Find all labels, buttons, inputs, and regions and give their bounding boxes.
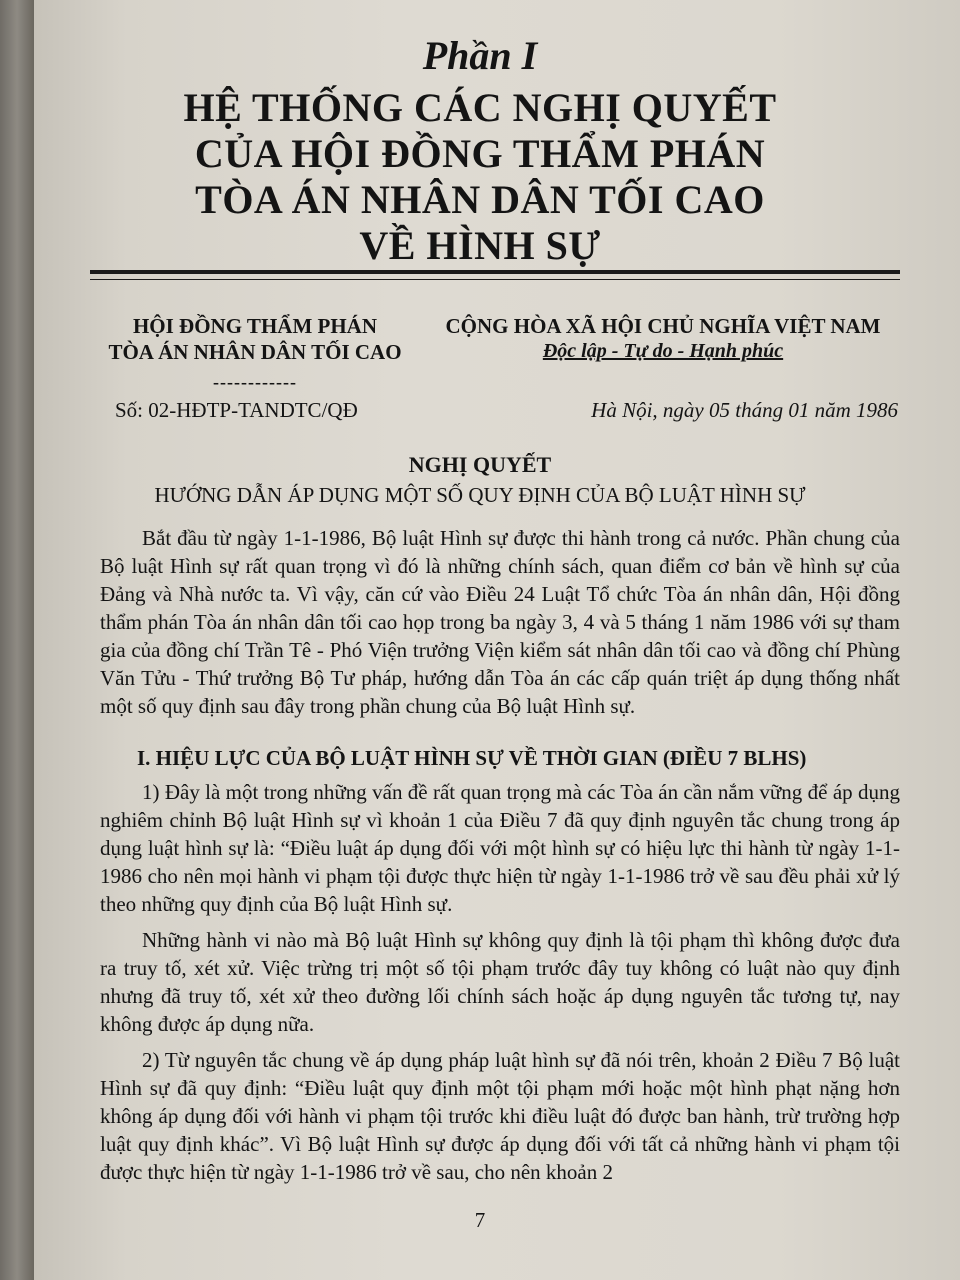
title-rule-thick [90,270,900,274]
intro-paragraph: Bắt đầu từ ngày 1-1-1986, Bộ luật Hình sự được thi hành trong cả nước. Phần chung của Bộ luật Hình sự rất quan trọng vì đó là những chính sách, quan điểm cơ bản về hình sự của Đảng và Nhà nước ta. Vì vậy, căn cứ vào Điều 24 Luật Tổ chức Tòa án nhân dân, Hội đồng thẩm phán Tòa án nhân dân tối cao họp trong ba ngày 3, 4 và 5 tháng 1 năm 1986 với sự tham gia của đồng chí Trần Tê - Phó Viện trưởng Viện kiểm sát nhân dân tối cao và đồng chí Phùng Văn Tửu - Thứ trưởng Bộ Tư pháp, hướng dẫn Tòa án các cấp quán triệt áp dụng thống nhất một số quy định sau đây trong phần chung của Bộ luật Hình sự. [100,526,900,718]
title-line-4: VỀ HÌNH SỰ [359,223,601,268]
document-number: Số: 02-HĐTP-TANDTC/QĐ [115,398,358,422]
intro-block [100,524,900,720]
section-paragraph-1: 1) Đây là một trong những vấn đề rất quan trọng mà các Tòa án cần nắm vững để áp dụng nghiêm chỉnh Bộ luật Hình sự vì khoản 1 của Điều 7 đã quy định nguyên tắc chung trong áp dụng luật hình sự là: “Điều luật áp dụng đối với một hình sự có hiệu lực thi hành từ ngày 1-1-1986 cho nên mọi hành vi phạm tội được thực hiện từ ngày 1-1-1986 trở về sau đều phải xử lý theo những quy định của Bộ luật Hình sự. [100,780,900,916]
issuer-line-1: HỘI ĐỒNG THẨM PHÁN [132,314,378,338]
title-line-2: CỦA HỘI ĐỒNG THẨM PHÁN [194,131,766,176]
section-body [100,778,900,1186]
title-line-3: TÒA ÁN NHÂN DÂN TỐI CAO [195,177,765,222]
section-paragraph-2: Những hành vi nào mà Bộ luật Hình sự không quy định là tội phạm thì không được đưa ra truy tố, xét xử. Việc trừng trị một số tội phạm trước đây tuy không có luật nào quy định nhưng đã truy tố, xét xử theo đường lối chính sách hoặc áp dụng nguyên tắc tương tự, nay không được áp dụng nữa. [100,928,900,1036]
title-line-1: HỆ THỐNG CÁC NGHỊ QUYẾT [183,85,777,130]
section-paragraph-3: 2) Từ nguyên tắc chung về áp dụng pháp luật hình sự đã nói trên, khoản 2 Điều 7 Bộ luật Hình sự đã quy định: “Điều luật quy định một tội phạm mới hoặc một hình phạt nặng hơn không áp dụng đối với hành vi phạm tội trước khi điều luật đó được ban hành, trừ trường hợp luật quy định khác”. Vì Bộ luật Hình sự được áp dụng đối với tất cả những hành vi phạm tội được thực hiện từ ngày 1-1-1986 trở về sau, cho nên khoản 2 [100,1048,900,1184]
dateline: Hà Nội, ngày 05 tháng 01 năm 1986 [591,398,898,422]
part-label: Phần I [422,33,538,78]
issuer-line-2: TÒA ÁN NHÂN DÂN TỐI CAO [108,340,402,364]
nation-name: CỘNG HÒA XÃ HỘI CHỦ NGHĨA VIỆT NAM [445,314,881,338]
resolution-subtitle: HƯỚNG DẪN ÁP DỤNG MỘT SỐ QUY ĐỊNH CỦA BỘ LUẬT HÌNH SỰ [154,483,806,507]
issuer-dashes: ------------ [213,372,297,392]
title-rule-thin [90,279,900,280]
section-heading: I. HIỆU LỰC CỦA BỘ LUẬT HÌNH SỰ VỀ THỜI GIAN (ĐIỀU 7 BLHS) [137,746,807,770]
page-number: 7 [474,1208,486,1232]
national-motto: Độc lập - Tự do - Hạnh phúc [542,340,784,362]
resolution-title: NGHỊ QUYẾT [408,452,552,477]
